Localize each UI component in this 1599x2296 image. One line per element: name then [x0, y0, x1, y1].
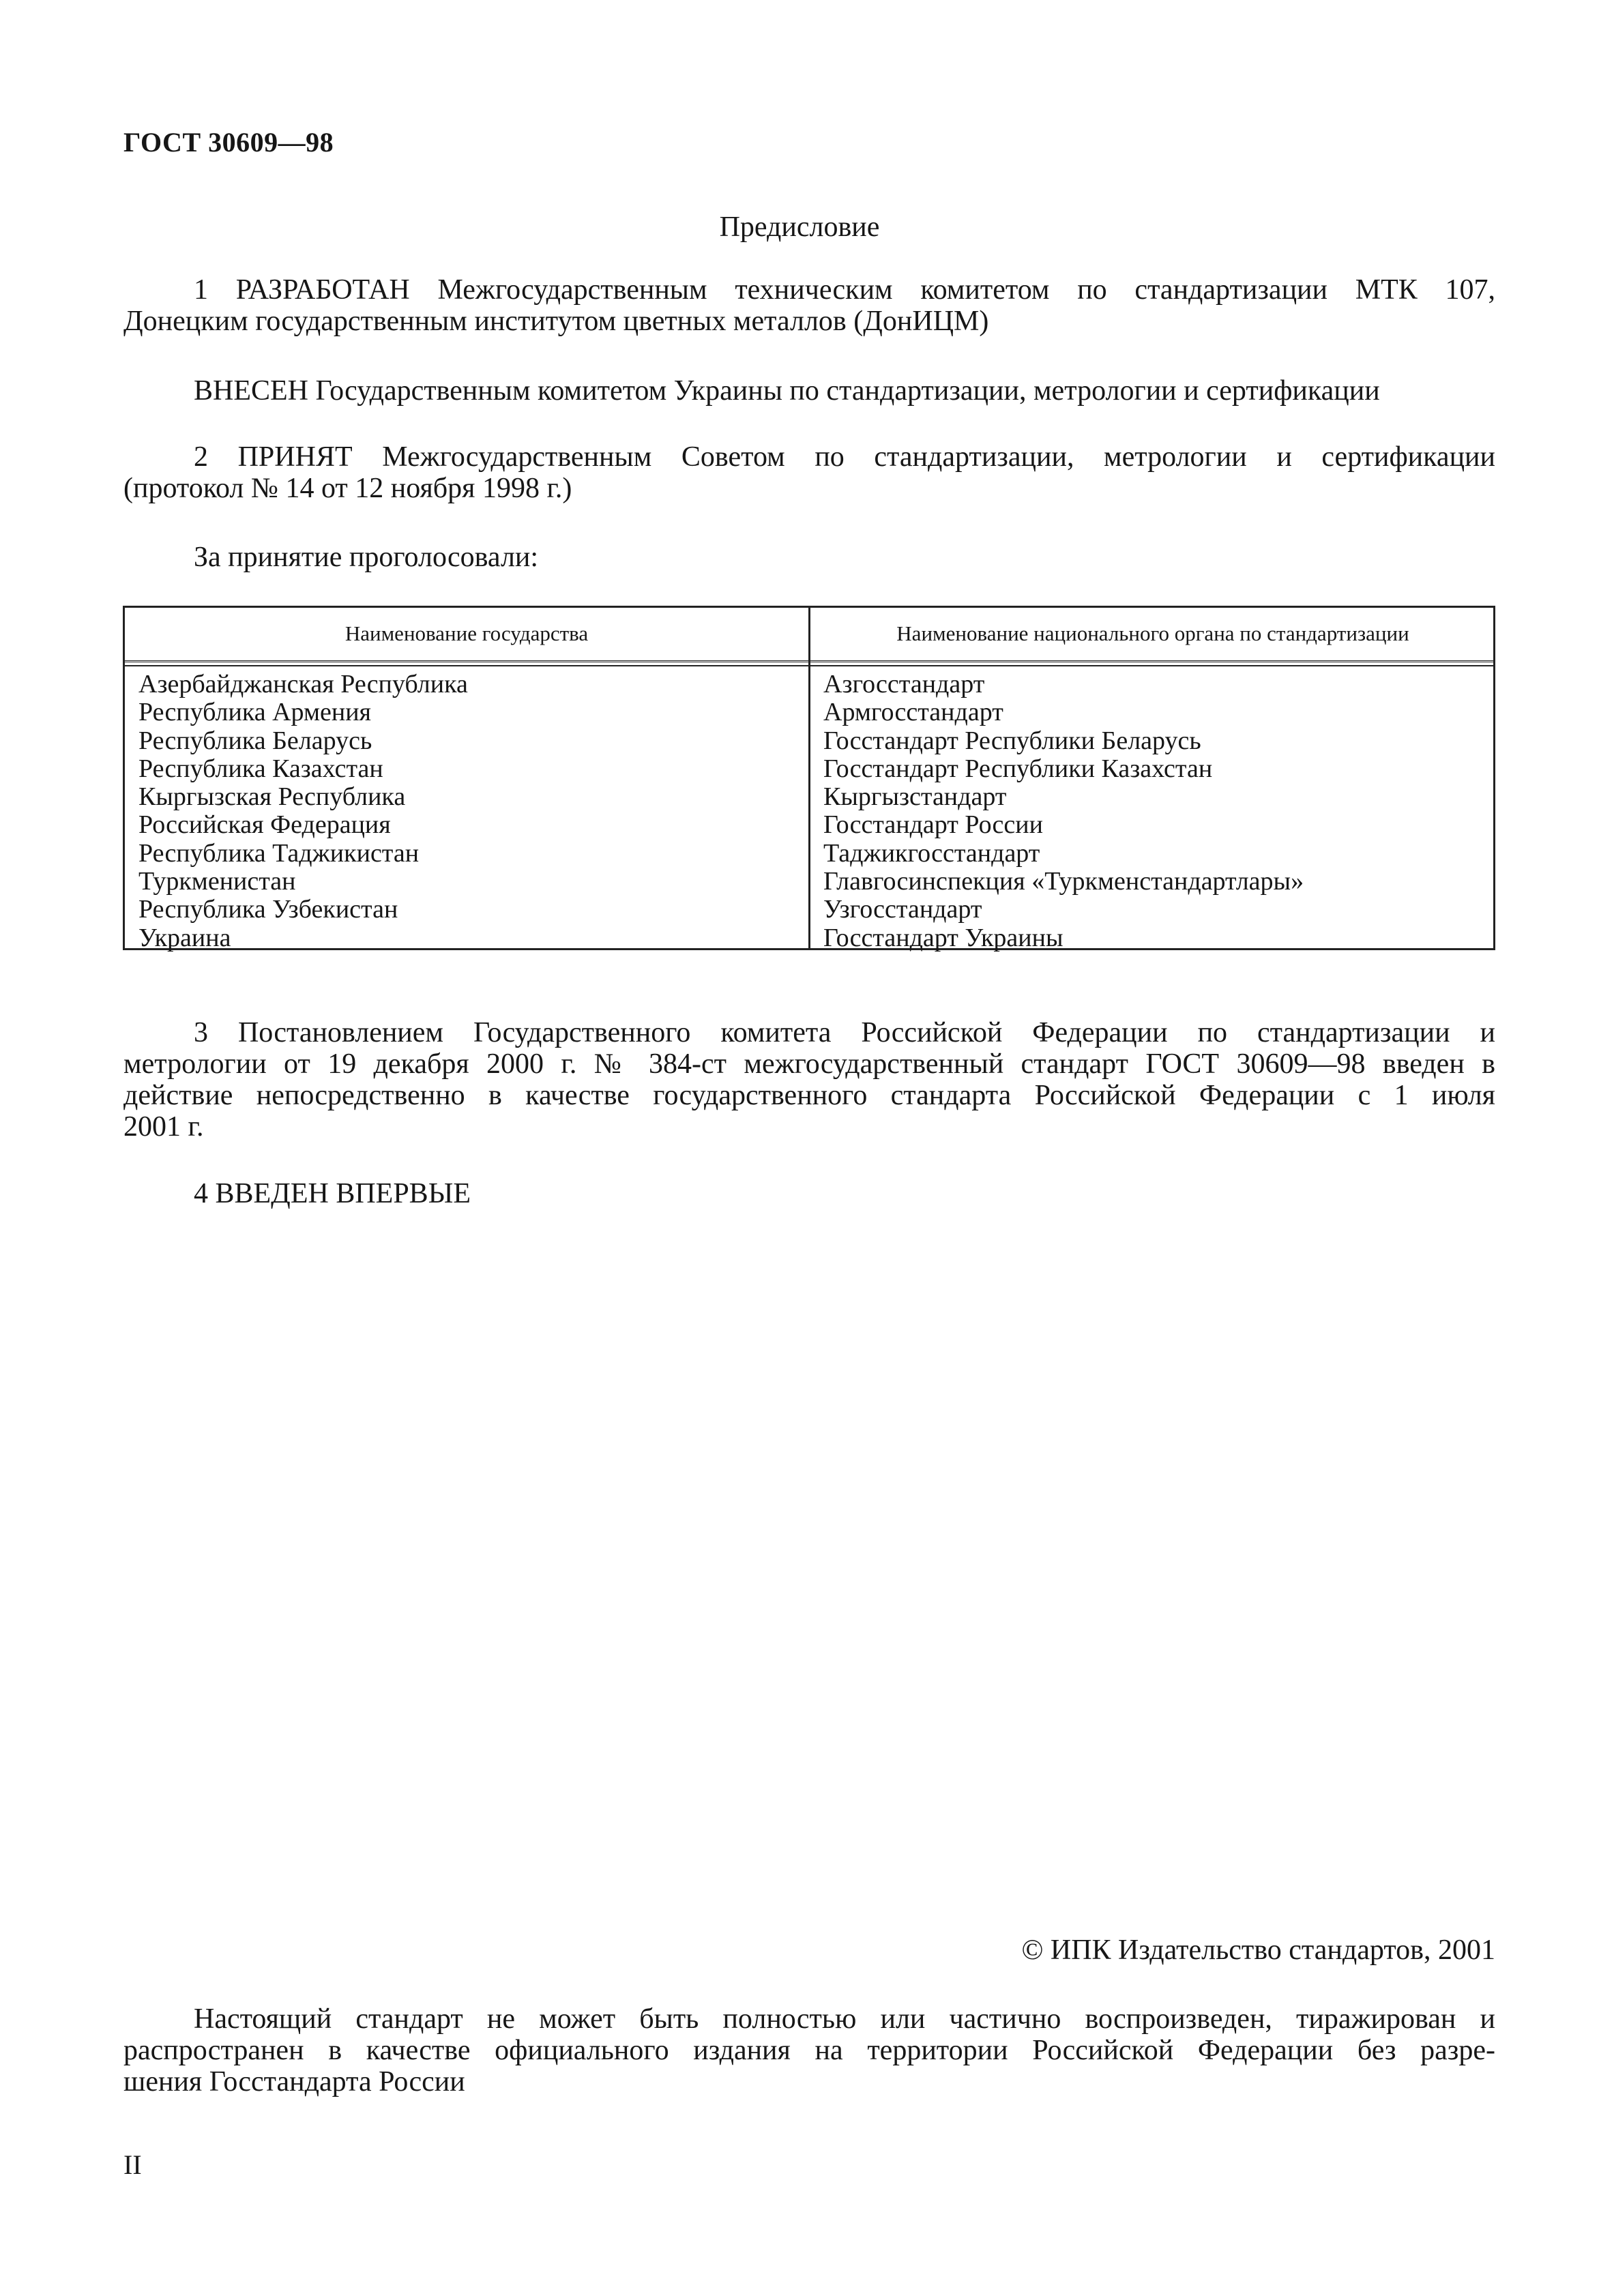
document-header: ГОСТ 30609—98 — [123, 127, 334, 158]
table-header-state: Наименование государства — [344, 621, 589, 645]
paragraph-line: 2001 г. — [123, 1111, 204, 1143]
table-header-body: Наименование национального органа по стандартизации — [896, 621, 1409, 645]
paragraph-line: шения Госстандарта России — [123, 2066, 465, 2098]
vote-intro: За принятие проголосовали: — [194, 542, 539, 573]
table-cell-state: Республика Беларусь — [138, 726, 372, 755]
paragraph-introduced: ВНЕСЕН Государственным комитетом Украины по стандартизации, метрологии и сертификации — [194, 375, 1380, 407]
paragraph-line: Донецким государственным институтом цветных металлов (ДонИЦМ) — [123, 306, 989, 337]
reproduction-notice — [123, 2003, 1495, 2098]
table-cell-body: Госстандарт России — [823, 810, 1043, 840]
table-cell-body: Кыргызстандарт — [823, 782, 1007, 812]
paragraph-line: действие непосредственно в качестве государственного стандарта Российской Федерации с 1 июля — [123, 1080, 1495, 1111]
table-cell-state: Республика Таджикистан — [138, 838, 420, 868]
paragraph-first-introduced: 4 ВВЕДЕН ВПЕРВЫЕ — [194, 1178, 471, 1209]
table-cell-body: Госстандарт Республики Беларусь — [823, 726, 1201, 755]
table-cell-body: Узгосстандарт — [823, 895, 982, 924]
table-cell-body: Госстандарт Украины — [823, 923, 1063, 952]
table-cell-state: Туркменистан — [138, 867, 296, 896]
table-cell-state: Кыргызская Республика — [138, 782, 406, 812]
copyright-line: © ИПК Издательство стандартов, 2001 — [1021, 1934, 1495, 1966]
paragraph-developed — [123, 274, 1495, 337]
table-column-states — [138, 671, 468, 952]
table-column-bodies — [823, 671, 1304, 952]
table-cell-body: Армгосстандарт — [823, 698, 1003, 727]
table-cell-body: Таджикгосстандарт — [823, 838, 1040, 868]
voting-table — [123, 606, 1495, 950]
table-cell-state: Российская Федерация — [138, 810, 391, 840]
paragraph-line: 2 ПРИНЯТ Межгосударственным Советом по стандартизации, метрологии и сертификации — [194, 441, 1495, 473]
table-cell-state: Республика Узбекистан — [138, 895, 398, 924]
paragraph-resolution — [123, 1017, 1495, 1143]
table-column-divider — [808, 608, 810, 948]
paragraph-line: метрологии от 19 декабря 2000 г. № 384-ст межгосударственный стандарт ГОСТ 30609—98 введен в — [123, 1048, 1495, 1080]
table-cell-body: Госстандарт Республики Казахстан — [823, 754, 1213, 783]
table-cell-state: Республика Казахстан — [138, 754, 383, 783]
table-cell-body: Азгосстандарт — [823, 670, 985, 698]
paragraph-line: 3 Постановлением Государственного комитета Российской Федерации по стандартизации и — [194, 1017, 1495, 1048]
paragraph-line: 1 РАЗРАБОТАН Межгосударственным техническим комитетом по стандартизации МТК 107, — [194, 274, 1495, 306]
paragraph-line: (протокол № 14 от 12 ноября 1998 г.) — [123, 473, 572, 504]
paragraph-line: распространен в качестве официального издания на территории Российской Федерации без разре- — [123, 2035, 1495, 2066]
table-cell-body: Главгосинспекция «Туркменстандартлары» — [823, 867, 1304, 896]
table-cell-state: Азербайджанская Республика — [138, 670, 468, 698]
table-cell-state: Украина — [138, 923, 231, 952]
page-number: II — [123, 2149, 142, 2180]
page-title: Предисловие — [719, 211, 880, 243]
paragraph-line: Настоящий стандарт не может быть полностью или частично воспроизведен, тиражирован и — [194, 2003, 1495, 2035]
table-cell-state: Республика Армения — [138, 698, 372, 727]
paragraph-adopted — [123, 441, 1495, 504]
